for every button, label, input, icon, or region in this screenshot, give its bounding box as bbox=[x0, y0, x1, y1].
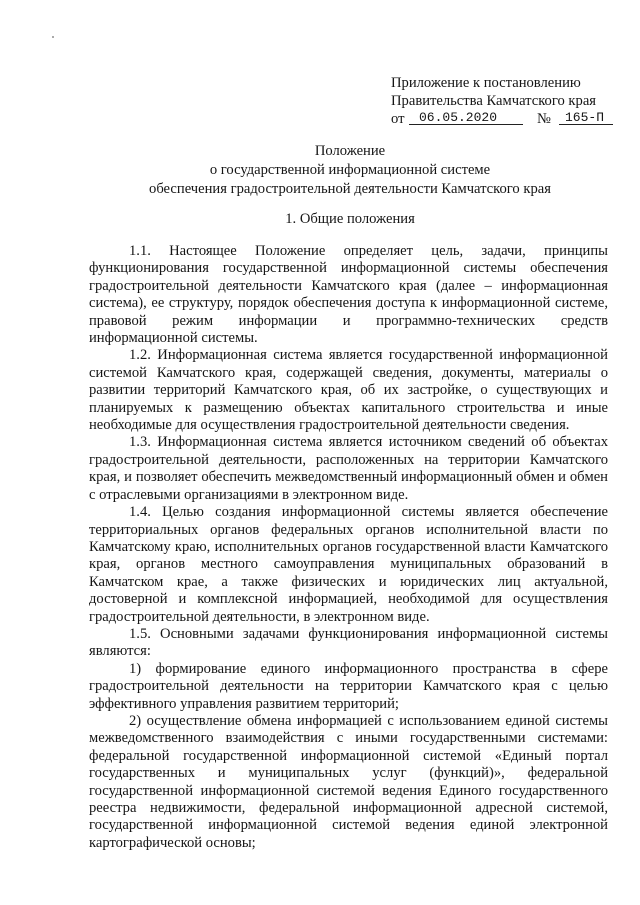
document-body bbox=[89, 243, 608, 852]
paragraph-1-5: 1.5. Основными задачами функционирования информационной системы являются: bbox=[89, 625, 608, 660]
paragraph-1-1: 1.1. Настоящее Положение определяет цель, задачи, принципы функционирования государственной информационной системы обеспечения градостроительной деятельности Камчатского края (далее – информационная система), ее структуру, порядок обеспечения доступа к информационной системе, правовой режим информации и программно-технических средств информационной системы. bbox=[89, 243, 608, 347]
paragraph-1-2: 1.2. Информационная система является государственной информационной системой Камчатского края, содержащей сведения, документы, материалы о развитии территорий Камчатского края, об их застройке, о существующих и планируемых к размещению объектах капитального строительства и иные необходимые для осуществления градостроительной деятельности сведения. bbox=[89, 347, 608, 434]
approval-block bbox=[391, 74, 621, 128]
approval-line-2: Правительства Камчатского края bbox=[391, 93, 597, 109]
list-item-2: 2) осуществление обмена информацией с использованием единой системы межведомственного взаимодействия с иными государственными системами: федеральной государственной информационной системой «Единый портал государственных и муниципальных услуг (функций)», федеральной государственной информационной системой ведения Единого государственного реестра недвижимости, федеральной информационной адресной системой, государственной информационной системой ведения единой электронной картографической основы; bbox=[89, 712, 608, 851]
document-title bbox=[60, 142, 640, 199]
approval-date-line bbox=[391, 110, 621, 128]
paragraph-1-4: 1.4. Целью создания информационной системы является обеспечение территориальных органов федеральных органов исполнительной власти по Камчатскому краю, исполнительных органов государственной власти Камчатского края, органов местного самоуправления муниципальных образований в Камчатском крае, а также физических и юридических лиц актуальной, достоверной и комплексной информацией, необходимой для осуществления градостроительной деятельности, в электронном виде. bbox=[89, 504, 608, 625]
title-line-1: Положение bbox=[314, 143, 386, 159]
section-heading: 1. Общие положения bbox=[285, 211, 415, 227]
resolution-number: 165-П bbox=[559, 110, 613, 125]
number-sign: № bbox=[537, 111, 551, 127]
approval-line-1: Приложение к постановлению bbox=[391, 75, 581, 91]
paragraph-1-3: 1.3. Информационная система является источником сведений об объектах градостроительной деятельности, расположенных на территории Камчатского края, и позволяет обеспечить межведомственный информационный обмен и обмен с отраслевыми организациями в электронном виде. bbox=[89, 434, 608, 503]
resolution-date: 06.05.2020 bbox=[409, 110, 523, 125]
scan-speck bbox=[52, 36, 54, 38]
list-item-1: 1) формирование единого информационного пространства в сфере градостроительной деятельности на территории Камчатского края с целью эффективного управления развитием территорий; bbox=[89, 660, 608, 712]
title-line-3: обеспечения градостроительной деятельности Камчатского края bbox=[149, 181, 551, 197]
date-prefix: от bbox=[391, 111, 405, 127]
title-line-2: о государственной информационной системе bbox=[209, 162, 491, 178]
